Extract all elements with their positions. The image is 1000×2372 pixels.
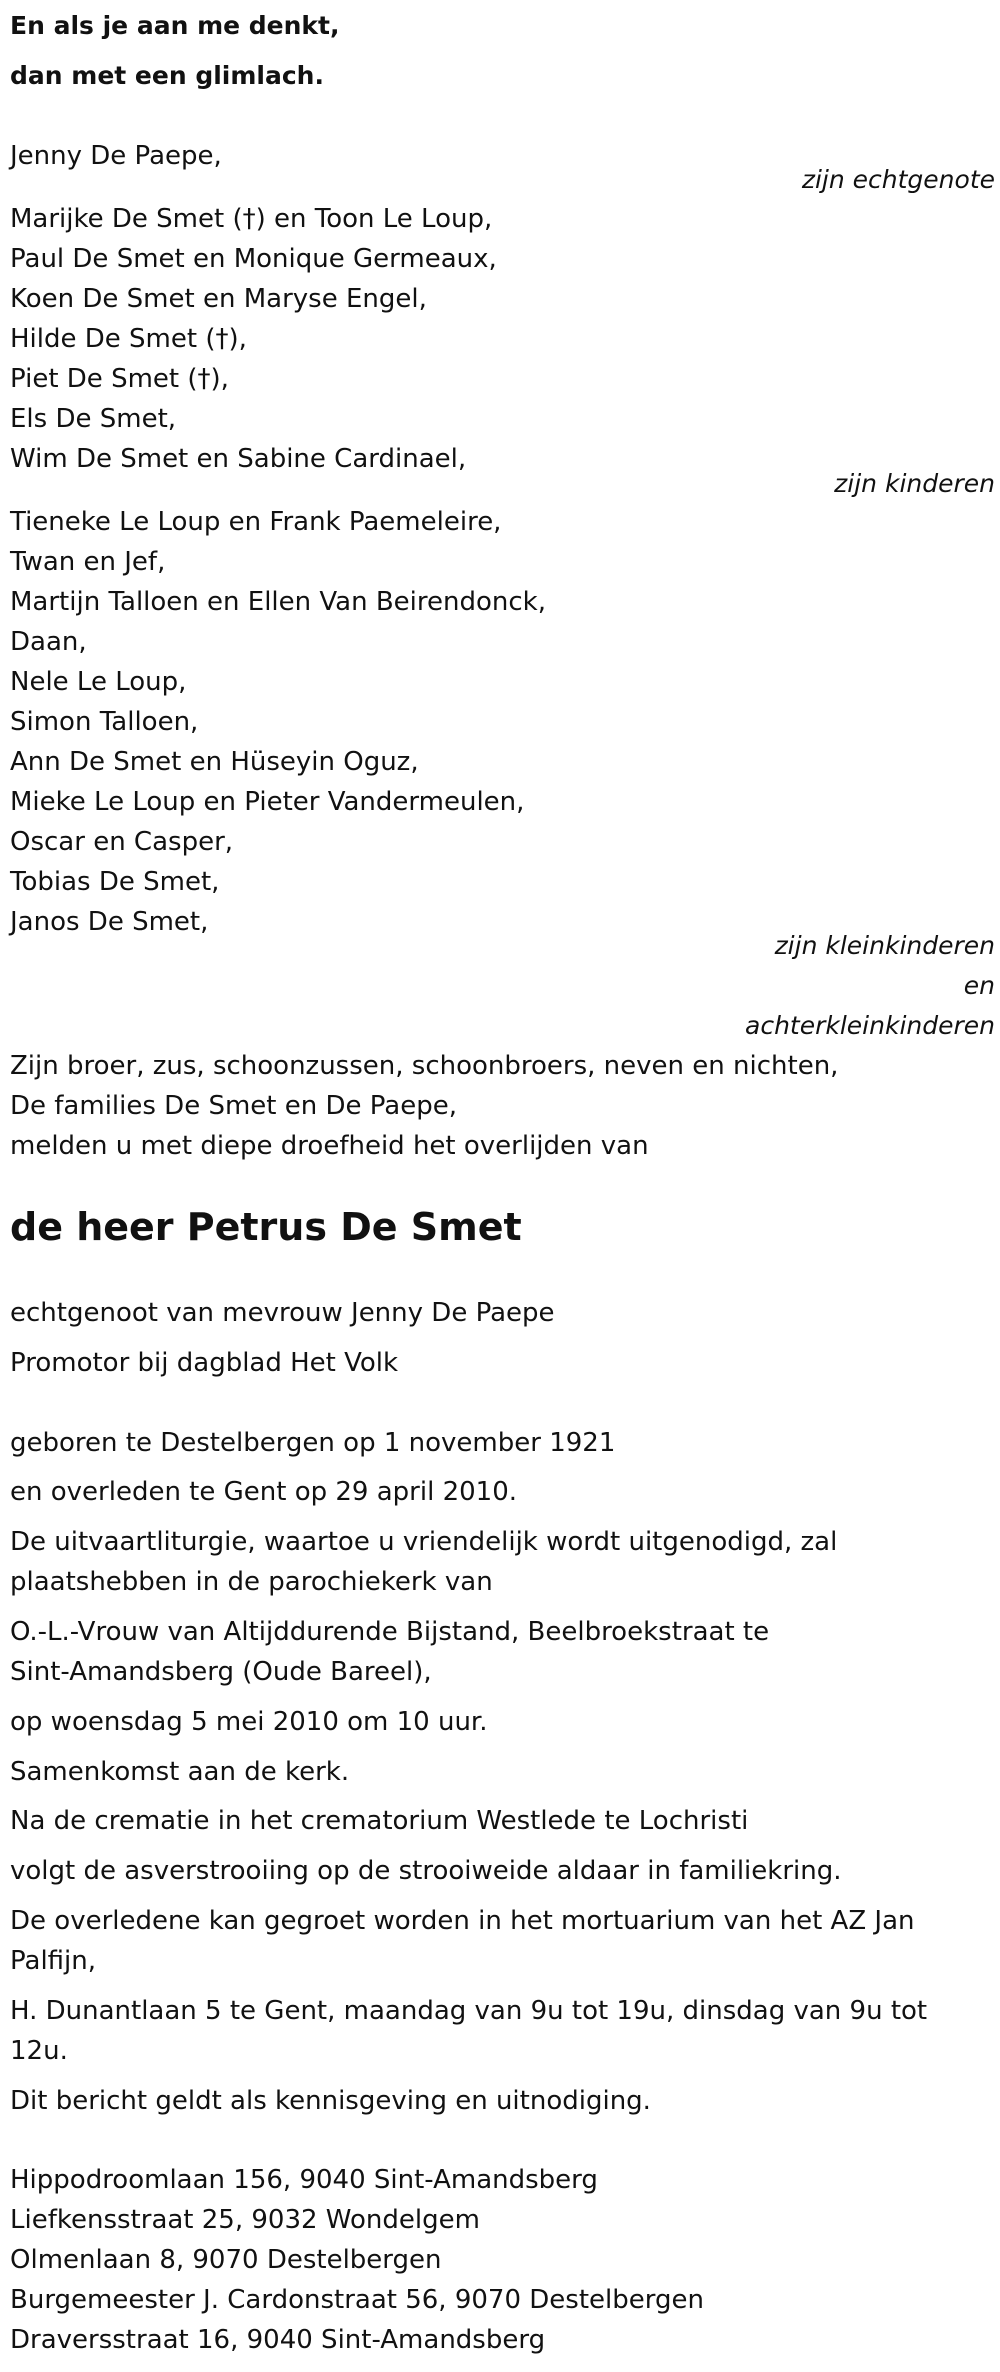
detail-line: Dit bericht geldt als kennisgeving en uitnodiging.: [10, 2086, 651, 2116]
detail-line: O.-L.-Vrouw van Altijddurende Bijstand, Beelbroekstraat te: [10, 1617, 770, 1647]
quote-line: En als je aan me denkt,: [10, 11, 340, 40]
detail-line: De overledene kan gegroet worden in het mortuarium van het AZ Jan: [10, 1906, 915, 1936]
address-line: Burgemeester J. Cardonstraat 56, 9070 Destelbergen: [10, 2285, 704, 2315]
quote-line: dan met een glimlach.: [10, 61, 324, 90]
family-line: Zijn broer, zus, schoonzussen, schoonbroers, neven en nichten,: [10, 1051, 839, 1081]
grandchild-line: Tobias De Smet,: [10, 867, 220, 897]
child-line: Marijke De Smet (†) en Toon Le Loup,: [10, 204, 493, 234]
deceased-info-line: echtgenoot van mevrouw Jenny De Paepe: [10, 1298, 555, 1328]
deceased-name: de heer Petrus De Smet: [10, 1205, 522, 1249]
grandchild-line: Tieneke Le Loup en Frank Paemeleire,: [10, 507, 502, 537]
grandchild-line: Simon Talloen,: [10, 707, 199, 737]
grandchild-line: Oscar en Casper,: [10, 827, 234, 857]
family-line: melden u met diepe droefheid het overlijden van: [10, 1131, 649, 1161]
grandchildren-role: en: [963, 971, 995, 1000]
child-line: Paul De Smet en Monique Germeaux,: [10, 244, 497, 274]
grandchild-line: Janos De Smet,: [10, 907, 209, 937]
grandchild-line: Twan en Jef,: [10, 547, 166, 577]
detail-line: geboren te Destelbergen op 1 november 1921: [10, 1428, 616, 1458]
grandchild-line: Ann De Smet en Hüseyin Oguz,: [10, 747, 419, 777]
detail-line: Samenkomst aan de kerk.: [10, 1757, 350, 1787]
deceased-info-line: Promotor bij dagblad Het Volk: [10, 1348, 399, 1378]
detail-line: en overleden te Gent op 29 april 2010.: [10, 1477, 518, 1507]
grandchildren-role: zijn kleinkinderen: [774, 931, 995, 960]
child-line: Hilde De Smet (†),: [10, 324, 247, 354]
detail-line: Sint-Amandsberg (Oude Bareel),: [10, 1657, 432, 1687]
detail-line: 12u.: [10, 2036, 68, 2066]
child-line: Koen De Smet en Maryse Engel,: [10, 284, 427, 314]
detail-line: Na de crematie in het crematorium Westlede te Lochristi: [10, 1806, 749, 1836]
detail-line: De uitvaartliturgie, waartoe u vriendelijk wordt uitgenodigd, zal: [10, 1527, 838, 1557]
child-line: Els De Smet,: [10, 404, 177, 434]
address-line: Draversstraat 16, 9040 Sint-Amandsberg: [10, 2325, 546, 2355]
detail-line: volgt de asverstrooiing op de strooiweide aldaar in familiekring.: [10, 1856, 842, 1886]
detail-line: op woensdag 5 mei 2010 om 10 uur.: [10, 1707, 488, 1737]
grandchildren-role: achterkleinkinderen: [745, 1011, 995, 1040]
family-line: De families De Smet en De Paepe,: [10, 1091, 457, 1121]
children-role: zijn kinderen: [834, 469, 995, 498]
detail-line: Palfijn,: [10, 1946, 97, 1976]
detail-line: H. Dunantlaan 5 te Gent, maandag van 9u tot 19u, dinsdag van 9u tot: [10, 1996, 928, 2026]
detail-line: plaatshebben in de parochiekerk van: [10, 1567, 493, 1597]
child-line: Wim De Smet en Sabine Cardinael,: [10, 444, 467, 474]
grandchild-line: Daan,: [10, 627, 87, 657]
address-line: Hippodroomlaan 156, 9040 Sint-Amandsberg: [10, 2165, 598, 2195]
spouse-line: Jenny De Paepe,: [10, 141, 222, 171]
address-line: Liefkensstraat 25, 9032 Wondelgem: [10, 2205, 480, 2235]
grandchild-line: Nele Le Loup,: [10, 667, 187, 697]
spouse-role: zijn echtgenote: [801, 165, 995, 194]
grandchild-line: Mieke Le Loup en Pieter Vandermeulen,: [10, 787, 525, 817]
grandchild-line: Martijn Talloen en Ellen Van Beirendonck,: [10, 587, 546, 617]
child-line: Piet De Smet (†),: [10, 364, 229, 394]
address-line: Olmenlaan 8, 9070 Destelbergen: [10, 2245, 442, 2275]
